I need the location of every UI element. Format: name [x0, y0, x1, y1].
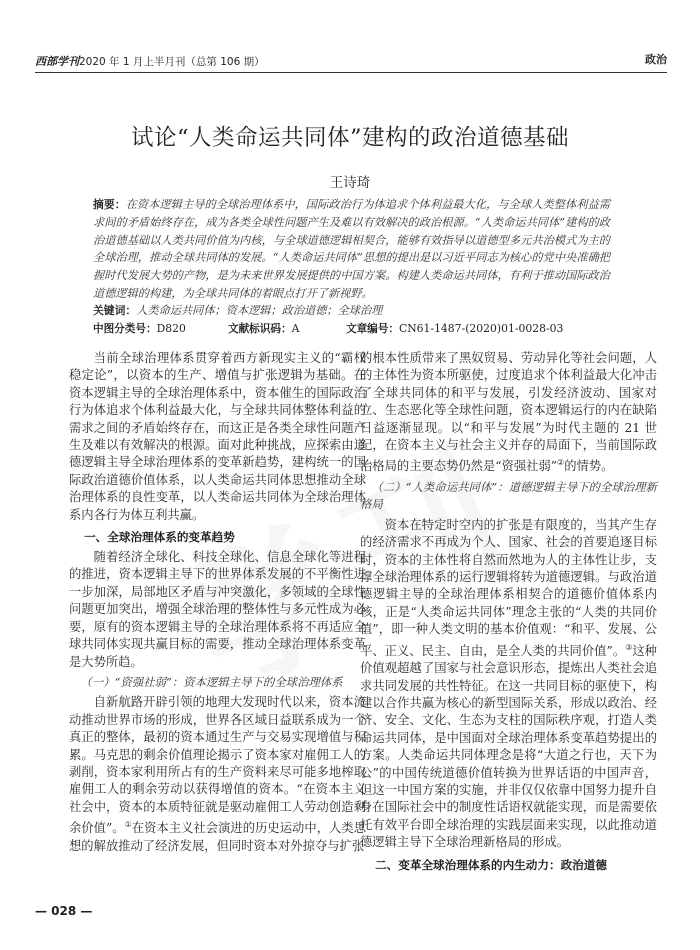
clc-value: D820	[156, 322, 186, 335]
document-code	[228, 321, 299, 336]
footnote-marker: ①	[124, 820, 132, 830]
article-value: CN61-1487-(2020)01-0028-03	[398, 322, 564, 335]
body-column-left	[69, 350, 366, 870]
paragraph-text: 资本在特定时空内的扩张是有限度的，当其产生存的经济需求不再成为个人、国家、社会的首要追逐目标时，资本的主体性将自然而然地为人的主体性让步，支撑全球治理体系的运行逻辑将转为道德逻辑。与政治道德逻辑主导的全球治理体系相契合的道德价值体系内核，正是“人类命运共同体”理念主张的“人类的共同价值”，即一种人类文明的基本价值观：“和平、发展、公平、正义、民主、自由，是全人类的共同价值”。	[360, 517, 657, 658]
paragraph-text: 的情势。	[564, 459, 614, 474]
paragraph: 随着经济全球化、科技全球化、信息全球化等进程的推进，资本逻辑主导下的世界体系发展的不平衡性进一步加深，局部地区矛盾与冲突激化，多领域的全球性问题更加突出，增强全球治理的整体性与多元性成为必要，原有的资本逻辑主导的全球治理体系将不再适应全球共同体实现共赢目标的需要，推动全球治理体系变革是大势所趋。	[69, 550, 366, 669]
keywords-label: 关键词：	[93, 304, 137, 317]
page-number: — 028 —	[35, 904, 93, 918]
paragraph-text: 这种价值观超越了国家与社会意识形态，提炼出人类社会追求共同发展的共性特征。在这一共同目标的驱使下，构建以合作共赢为核心的新型国际关系，形成以政治、经济、安全、文化、生态为支柱的国际秩序观，打造人类命运共同体，是中国面对全球治理体系变革趋势提出的方案。人类命运共同体理念是将“大道之行也，天下为公”的中国传统道德价值转换为世界话语的中国声音，但这一中国方案的实施，并非仅仅依靠中国努力提升自身在国际社会中的制度性话语权就能实现，而是需要依托有效平台即全球治理的实践层面来实现，以此推动道德逻辑主导下全球治理新格局的形成。	[360, 643, 657, 850]
clc-label: 中图分类号：	[93, 323, 157, 335]
paragraph-continued	[360, 350, 657, 476]
issue-info: 2020 年 1 月上半月刊（总第 106 期）	[79, 56, 265, 68]
abstract-text: 在资本逻辑主导的全球治理体系中，国际政治行为体追求个体利益最大化，与全球人类整体利益需求间的矛盾始终存在，成为各类全球性问题产生及难以有效解决的政治根源。“人类命运共同体”建构的政治道德基础以人类共同价值为内核，与全球道德逻辑相契合，能够有效指导以道德型多元共治模式为主的全球治理，推动全球共同体的发展。“人类命运共同体”思想的提出是以习近平同志为核心的党中央准确把握时代发展大势的产物，是为未来世界发展提供的中国方案。构建人类命运共同体，有利于推动国际政治道德逻辑的构建，为全球共同体的着眼点打开了新视野。	[93, 198, 611, 300]
paragraph-text: 的根本性质带来了黑奴贸易、劳动异化等社会问题，人的主体性为资本所驱使，过度追求个体利益最大化冲击了全球共同体的和平与发展，引发经济波动、国家对立、生态恶化等全球性问题，资本逻辑运行的内在缺陷日益逐渐显现。以“和平与发展”为时代主题的 21 世纪，在资本主义与社会主义并存的局面下，当前国际政治格局的主要态势仍然是“资强社弱”	[360, 351, 657, 474]
section-label: 政治	[645, 53, 667, 66]
clc-number	[93, 321, 186, 336]
paragraph: 当前全球治理体系贯穿着西方新现实主义的“霸权稳定论”，以资本的生产、增值与扩张逻辑为基础。在资本逻辑主导的全球治理体系中，资本催生的国际政治行为体追求个体利益最大化，与全球共同体整体利益的需求之间的矛盾始终存在，而这正是各类全球性问题产生及难以有效解决的根源。面对此种挑战，应探索由道德逻辑主导全球治理体系的变革新趋势，建构统一的国际政治道德价值体系，以人类命运共同体思想推动全球治理体系的良性变革，以人类命运共同体为全球治理体系内各行为体互利共赢。	[69, 351, 366, 522]
section-heading: 一、全球治理体系的变革趋势	[84, 530, 235, 545]
subsection-heading: （二）“人类命运共同体”：道德逻辑主导下的全球治理新格局	[360, 479, 657, 512]
footnote-marker: ③	[625, 642, 633, 652]
paragraph	[69, 694, 366, 855]
article-label: 文章编号：	[346, 323, 399, 335]
doc-value: A	[291, 322, 300, 335]
keywords-text: 人类命运共同体；资本逻辑；政治道德；全球治理	[136, 304, 383, 317]
abstract	[93, 196, 610, 303]
article-number	[346, 321, 563, 336]
article-title: 试论“人类命运共同体”建构的政治道德基础	[130, 125, 569, 151]
doc-label: 文献标识码：	[228, 323, 292, 335]
paragraph-text: 在资本主义社会演进的历史运动中，人类思想的解放推动了经济发展，但同时资本对外掠夺与扩张	[69, 821, 366, 853]
body-column-right	[360, 350, 657, 870]
section-heading: 二、变革全球治理体系的内生动力：政治道德	[375, 857, 607, 872]
journal-name: 西部学刊	[35, 55, 79, 68]
footnote-marker: ②	[557, 458, 565, 468]
running-header	[35, 50, 667, 73]
abstract-label: 摘要：	[93, 198, 126, 211]
subsection-heading: （一）“资强社弱”：资本逻辑主导下的全球治理体系	[80, 674, 343, 689]
paragraph	[360, 517, 657, 852]
keywords	[93, 302, 610, 318]
paragraph-text: 自新航路开辟引领的地理大发现时代以来，资本流动推动世界市场的形成，世界各区域日益联系成为一个真正的整体，最初的资本通过生产与交易实现增值与积累。马克思的剩余价值理论揭示了资本家对雇佣工人的剥削，资本家利用所占有的生产资料来尽可能多地榨取雇佣工人的剩余劳动以获得增值的资本。“在资本主义社会中，资本的本质特征就是驱动雇佣工人劳动创造剩余价值”。	[69, 695, 366, 836]
header-journal-info	[35, 53, 265, 69]
author-name: 王诗琦	[329, 175, 371, 191]
